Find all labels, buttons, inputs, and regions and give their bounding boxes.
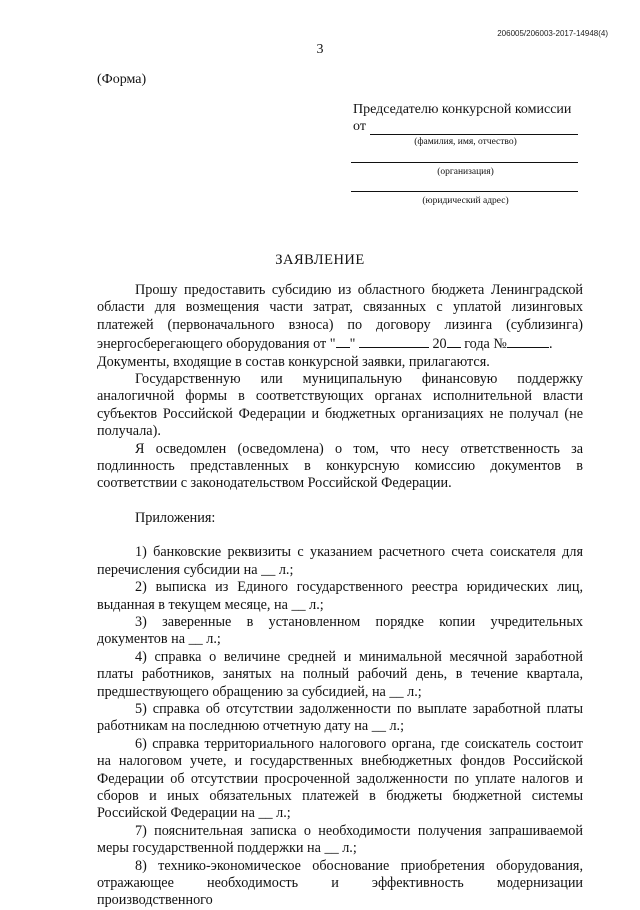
month-blank	[359, 334, 429, 348]
number-blank	[507, 334, 549, 348]
form-label: (Форма)	[97, 72, 147, 87]
request-paragraph	[97, 282, 583, 354]
from-prefix: от	[353, 119, 366, 134]
address-hint: (юридический адрес)	[422, 196, 509, 206]
request-number-prefix: года №	[460, 336, 507, 353]
organization-blank-line	[351, 150, 578, 163]
responsibility-paragraph: Я осведомлен (осведомлена) о том, что несу ответственность за подлинность представленных в конкурсную комиссию документов в соответствии с законодательством Российской Федерации.	[97, 440, 583, 492]
documents-attached-line: Документы, входящие в состав конкурсной заявки, прилагаются.	[97, 353, 490, 370]
address-blank-line	[351, 179, 578, 192]
appendix-item: 2) выписка из Единого государственного реестра юридических лиц, выданная в текущем месяце, на __ л.;	[97, 579, 583, 613]
appendix-item: 4) справка о величине средней и минимальной месячной заработной платы работников, занятых на полный рабочий день, в течение квартала, предшествующего обращению за субсидией, на __ л.;	[97, 648, 583, 700]
support-paragraph: Государственную или муниципальную финансовую поддержку аналогичной формы в соответствующих органах исполнительной власти субъектов Российской Федерации и бюджетных организациях не получал (не получала).	[97, 371, 583, 440]
appendix-item: 1) банковские реквизиты с указанием расчетного счета соискателя для перечисления субсидии на __ л.;	[97, 544, 583, 578]
appendix-item: 7) пояснительная записка о необходимости получения запрашиваемой меры государственной поддержки на __ л.;	[97, 822, 583, 857]
appendix-item: 3) заверенные в установленном порядке копии учредительных документов на __ л.;	[97, 613, 583, 648]
page-number: 3	[316, 42, 324, 57]
name-blank-line	[370, 122, 578, 135]
addressee-block	[353, 101, 578, 208]
document-body	[97, 282, 583, 910]
year-blank	[447, 334, 461, 348]
appendix-title: Приложения:	[135, 509, 216, 526]
document-code: 206005/206003-2017-14948(4)	[497, 29, 608, 38]
day-blank	[336, 334, 350, 348]
appendix-item: 5) справка об отсутствии задолженности по выплате заработной платы работникам на последнюю отчетную дату на __ л.;	[97, 700, 583, 735]
request-end: .	[548, 336, 553, 353]
name-hint: (фамилия, имя, отчество)	[414, 137, 517, 147]
from-row	[353, 118, 578, 135]
addressee-title: Председателю конкурсной комиссии	[353, 102, 572, 117]
request-quote-close: "	[349, 336, 359, 353]
appendix-item: 6) справка территориального налогового органа, где соискатель состоит на налоговом учете, и государственных внебюджетных фондов Российской Федерации об отсутствии просроченной задолженности по уплате налогов и сборов и иных обязательных платежей в бюджеты бюджетной системы Российской Федерации на __ л.;	[97, 735, 583, 822]
request-text: Прошу предоставить субсидию из областного бюджета Ленинградской области для возмещения части затрат, связанных с уплатой лизинговых платежей (первоначального взноса) по договору лизинга (сублизинга) энергосберегающего оборудования от "	[97, 282, 583, 353]
request-year-prefix: 20	[428, 336, 447, 353]
appendix-item: 8) технико-экономическое обоснование приобретения оборудования, отражающее необходимость и эффективность модернизации производственного	[97, 857, 583, 909]
document-title: ЗАЯВЛЕНИЕ	[275, 252, 365, 268]
organization-hint: (организация)	[437, 167, 494, 177]
